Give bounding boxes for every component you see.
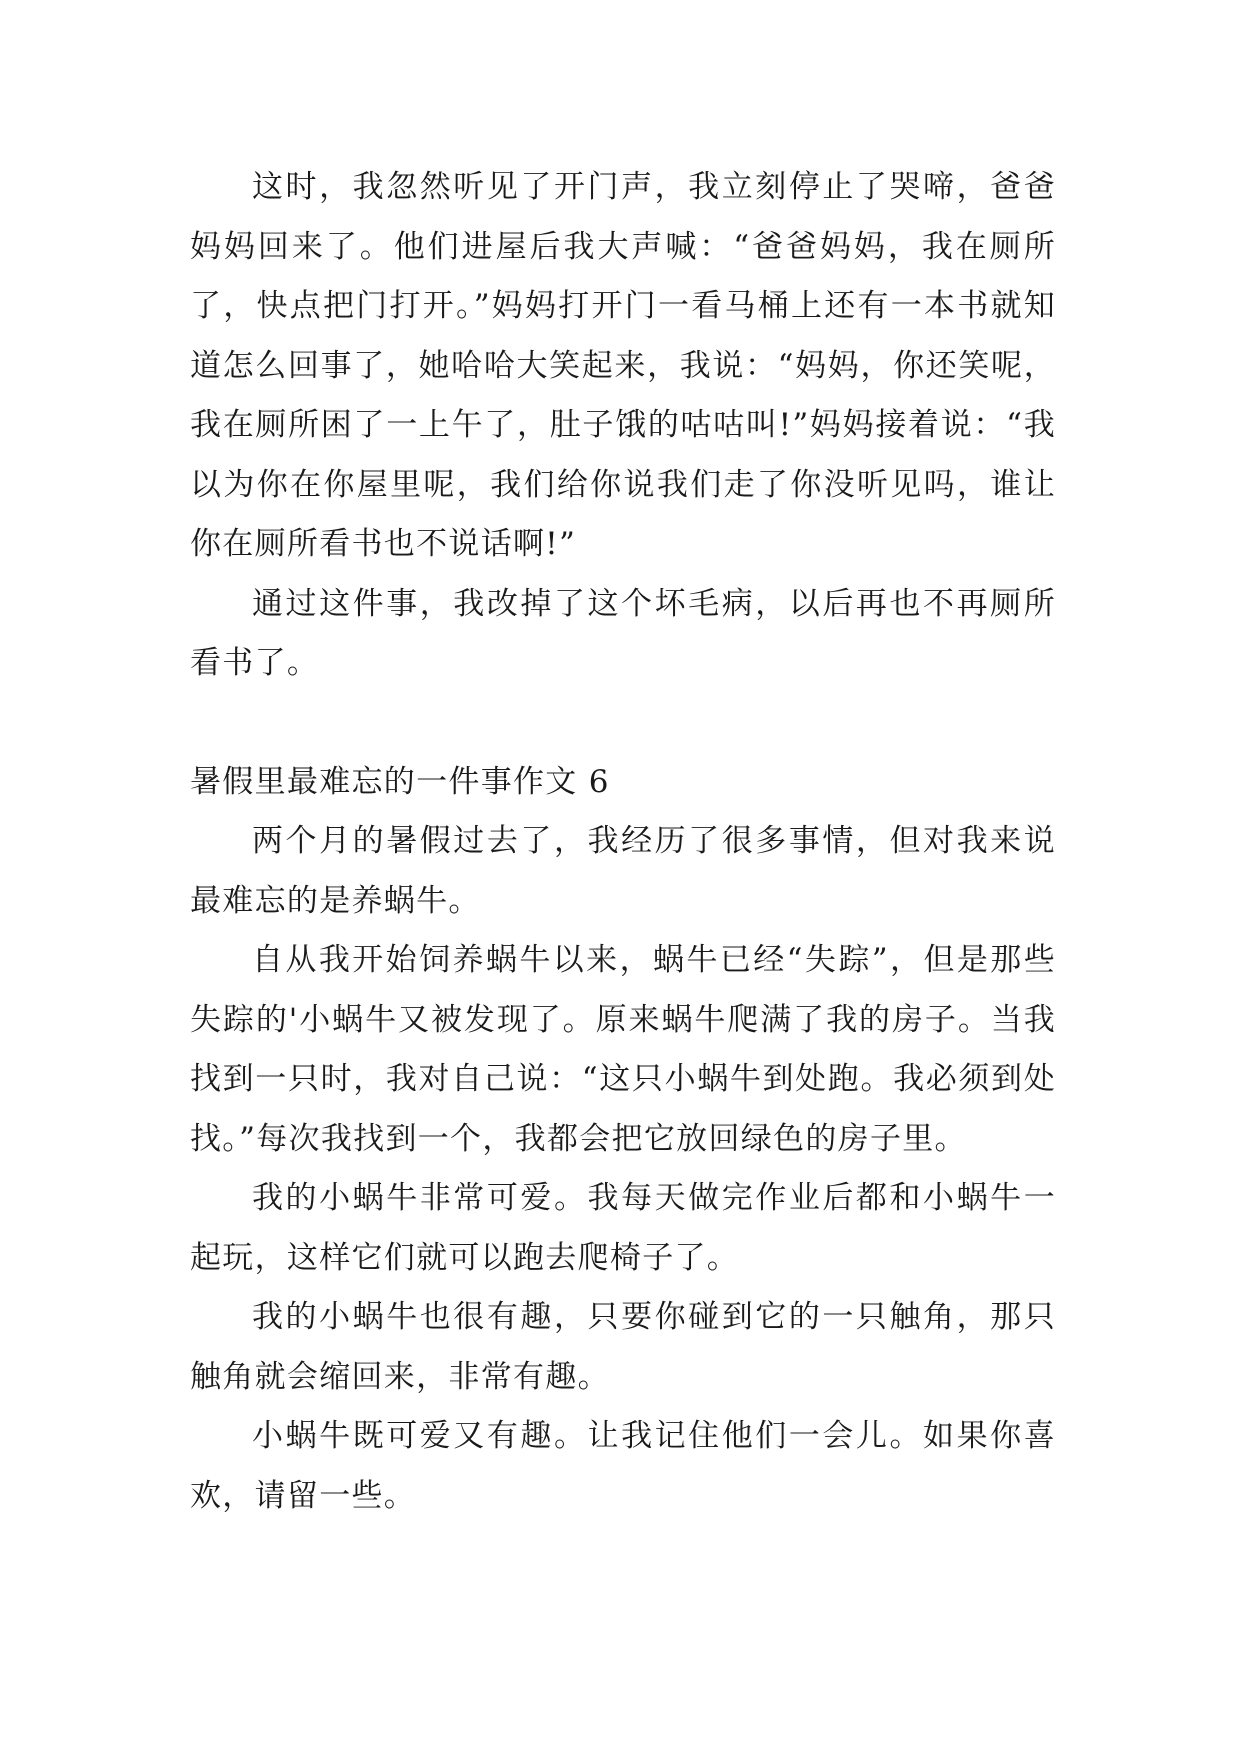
- paragraph: 自从我开始饲养蜗牛以来，蜗牛已经“失踪”，但是那些失踪的'小蜗牛又被发现了。原来蜗牛爬满了我的房子。当我找到一只时，我对自己说：“这只小蜗牛到处跑。我必须到处找。”每次我找到一个，我都会把它放回绿色的房子里。: [190, 942, 1056, 1157]
- paragraph: 通过这件事，我改掉了这个坏毛病，以后再也不再厕所看书了。: [190, 585, 1056, 681]
- document-page: [190, 158, 1056, 1526]
- section-gap: [190, 694, 1056, 753]
- paragraph: 两个月的暑假过去了，我经历了很多事情，但对我来说最难忘的是养蜗牛。: [190, 823, 1056, 919]
- paragraph: 我的小蜗牛也很有趣，只要你碰到它的一只触角，那只触角就会缩回来，非常有趣。: [190, 1299, 1056, 1395]
- paragraph: 小蜗牛既可爱又有趣。让我记住他们一会儿。如果你喜欢，请留一些。: [190, 1418, 1056, 1514]
- paragraph: 我的小蜗牛非常可爱。我每天做完作业后都和小蜗牛一起玩，这样它们就可以跑去爬椅子了。: [190, 1180, 1056, 1276]
- paragraph: 这时，我忽然听见了开门声，我立刻停止了哭啼，爸爸妈妈回来了。他们进屋后我大声喊：“爸爸妈妈，我在厕所了，快点把门打开。”妈妈打开门一看马桶上还有一本书就知道怎么回事了，她哈哈大笑起来，我说：“妈妈，你还笑呢，我在厕所困了一上午了，肚子饿的咕咕叫!”妈妈接着说：“我以为你在你屋里呢，我们给你说我们走了你没听见吗，谁让你在厕所看书也不说话啊!”: [190, 169, 1056, 562]
- section-title: 暑假里最难忘的一件事作文 6: [190, 763, 610, 800]
